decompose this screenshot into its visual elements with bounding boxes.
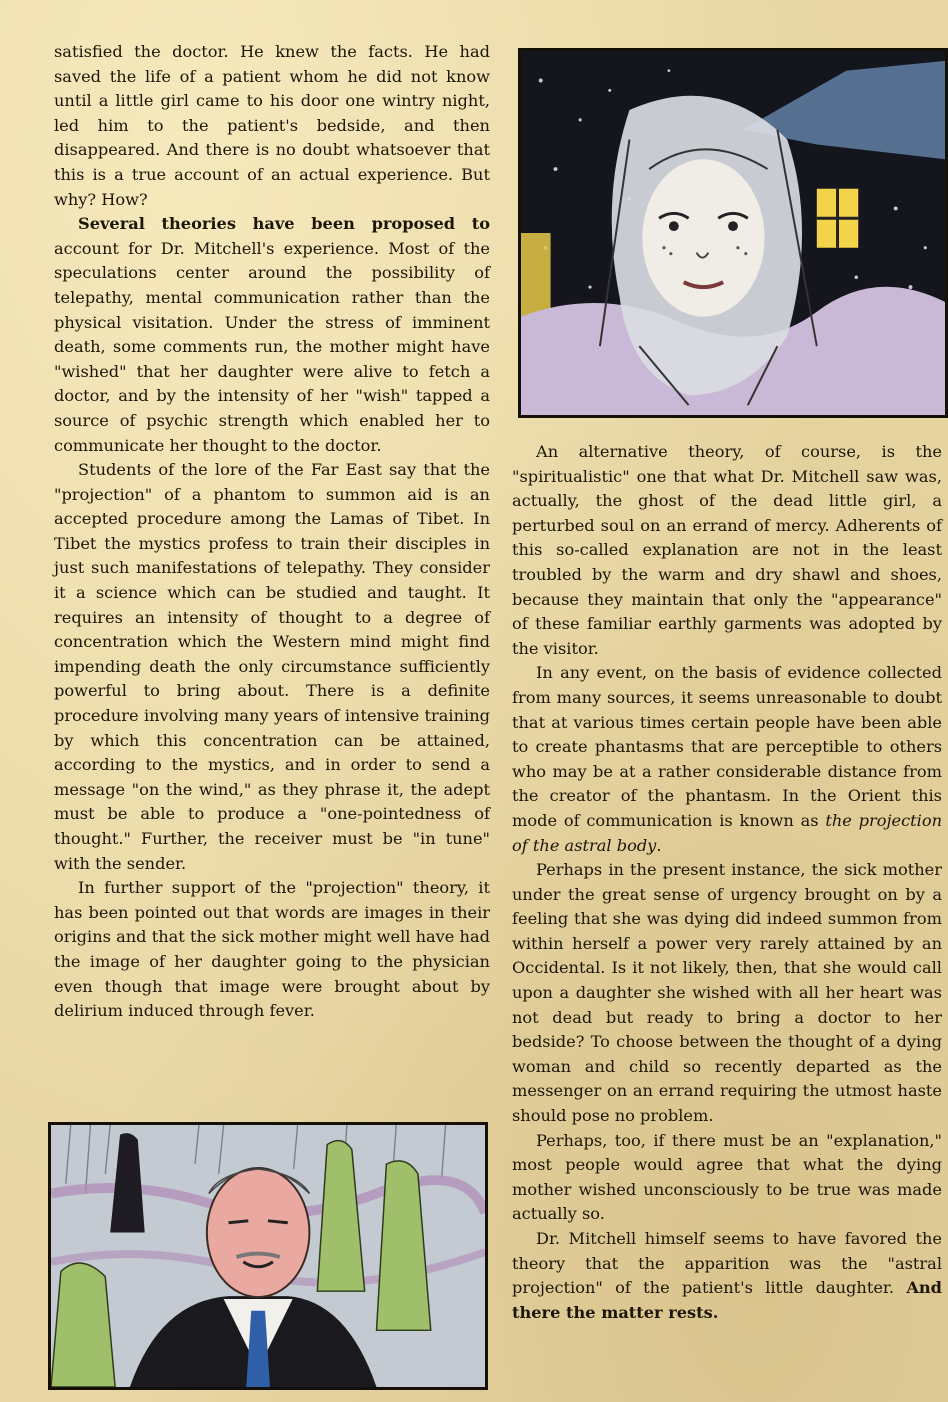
- closing-sentence: And there the matter rests.: [512, 1278, 942, 1322]
- paragraph: [54, 212, 490, 458]
- paragraph-text: Dr. Mitchell himself seems to have favored the theory that the apparition was the "astral projection" of the patient's little daughter.: [512, 1229, 942, 1298]
- paragraph-rest: account for Dr. Mitchell's experience. Most of the speculations center around the possibility of telepathy, mental communication rather than the physical visitation. Under the stress of imminent death, some comments run, the mother might have "wished" that her daughter were alive to fetch a doctor, and by the intensity of her "wish" tapped a source of psychic strength which enabled her to communicate her thought to the doctor.: [54, 238, 490, 455]
- doctor-drawing: [51, 1125, 485, 1387]
- paragraph-lead: Several theories have been proposed to: [78, 214, 490, 234]
- paragraph: Perhaps in the present instance, the sick mother under the great sense of urgency brought on by a feeling that she was dying did indeed summon from within herself a power very rarely attained by an Occidental. Is it not likely, then, that she would call upon a daughter she wished with all her heart was not dead but ready to bring a doctor to her bedside? To choose between the thought of a dying woman and child so recently departed as the messenger on an errand requiring the utmost haste should pose no problem.: [512, 860, 942, 1126]
- left-text-column: [54, 40, 490, 1024]
- ghost-girl-illustration: [518, 48, 948, 418]
- ghost-girl-drawing: [521, 51, 945, 415]
- doctor-phantoms-illustration: [48, 1122, 488, 1390]
- paragraph: In further support of the "projection" theory, it has been pointed out that words are images in their origins and that the sick mother might well have had the image of her daughter going to the physician even though that image were brought about by delirium induced through fever.: [54, 878, 490, 1021]
- paragraph: satisfied the doctor. He knew the facts. He had saved the life of a patient whom he did not know until a little girl came to his door one wintry night, led him to the patient's bedside, and then disappeared. And there is no doubt whatsoever that this is a true account of an actual experience. But why? How?: [54, 42, 490, 209]
- paragraph: [512, 661, 942, 858]
- paragraph-end: .: [656, 835, 662, 855]
- paragraph: [512, 1227, 942, 1325]
- paragraph-italic: the projection of the astral body: [512, 810, 942, 855]
- right-text-column: [512, 440, 942, 1325]
- paragraph-text: In any event, on the basis of evidence collected from many sources, it seems unreasonable to doubt that at various times certain people have been able to create phantasms that are perceptible to others who may be at a rather considerable distance from the creator of the phantasm. In the Orient this mode of communication is known as: [512, 663, 942, 830]
- paragraph: An alternative theory, of course, is the "spiritualistic" one that what Dr. Mitchell saw was, actually, the ghost of the dead little girl, a perturbed soul on an errand of mercy. Adherents of this so-called explanation are not in the least troubled by the warm and dry shawl and shoes, because they maintain that only the "appearance" of these familiar earthly garments was adopted by the visitor.: [512, 442, 942, 658]
- paragraph: Students of the lore of the Far East say that the "projection" of a phantom to summon aid is an accepted procedure among the Lamas of Tibet. In Tibet the mystics profess to train their disciples in just such manifestations of telepathy. They consider it a science which can be studied and taught. It requires an intensity of thought to a degree of concentration which the Western mind might find impending death the only circumstance sufficiently powerful to bring about. There is a definite procedure involving many years of intensive training by which this concentration can be attained, according to the mystics, and in order to send a message "on the wind," as they phrase it, the adept must be able to produce a "one-pointedness of thought." Further, the receiver must be "in tune" with the sender.: [54, 460, 490, 873]
- paragraph: Perhaps, too, if there must be an "explanation," most people would agree that what the dying mother wished unconsciously to be true was made actually so.: [512, 1130, 942, 1224]
